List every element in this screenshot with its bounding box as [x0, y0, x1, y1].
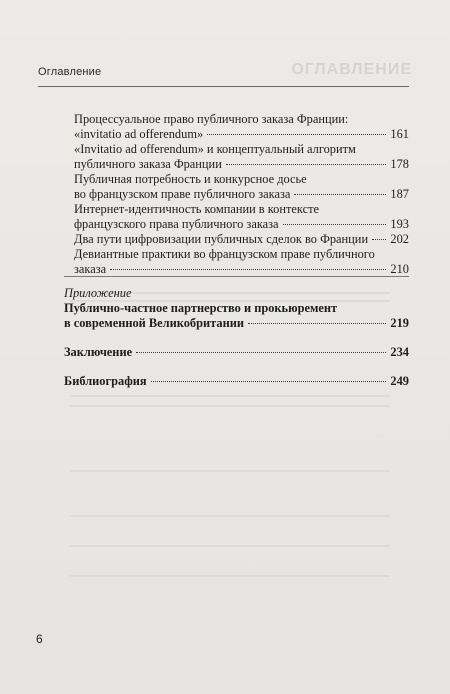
section-divider: [64, 276, 409, 277]
leader-dots: [248, 323, 386, 324]
toc-entry-line: Два пути цифровизации публичных сделок во Франции: [74, 232, 369, 246]
toc-entry-line[interactable]: Интернет-идентичность компании в контексте: [74, 202, 320, 216]
leader-dots: [283, 224, 387, 225]
toc-entry-line: Библиография: [64, 374, 147, 388]
show-through-title: ОГЛАВЛЕНИЕ: [291, 61, 412, 78]
header-rule: [38, 86, 409, 87]
toc-entry[interactable]: [74, 232, 409, 247]
toc-entry-line: французского права публичного заказа: [74, 217, 279, 231]
toc-entry-line[interactable]: Процессуальное право публичного заказа Франции:: [74, 112, 349, 126]
toc-entry[interactable]: [74, 217, 409, 232]
leader-dots: [151, 381, 387, 382]
show-through-line: [70, 545, 390, 547]
toc-entry-conclusion[interactable]: [64, 345, 409, 360]
toc-entry-line: Заключение: [64, 345, 133, 359]
toc-entry-line: публичного заказа Франции: [74, 157, 222, 171]
toc-page-number: 193: [390, 217, 409, 231]
toc-page-number: 234: [390, 345, 409, 359]
toc-entry-line: в современной Великобритании: [64, 316, 245, 330]
toc-page-number: 187: [390, 187, 409, 201]
show-through-line: [70, 470, 390, 472]
toc-page-number: 219: [390, 316, 409, 330]
leader-dots: [294, 194, 386, 195]
show-through-line: [70, 515, 390, 517]
leader-dots: [207, 134, 386, 135]
show-through-line: [70, 575, 390, 577]
toc-entry-line[interactable]: Публичная потребность и конкурсное досье: [74, 172, 307, 186]
leader-dots: [372, 239, 386, 240]
show-through-line: [70, 395, 390, 397]
appendix-label: Приложение: [64, 286, 132, 300]
leader-dots: [110, 269, 386, 270]
toc-page-number: 249: [390, 374, 409, 388]
toc-entry-line: во французском праве публичного заказа: [74, 187, 291, 201]
toc-entry[interactable]: [74, 187, 409, 202]
toc-entry-bibliography[interactable]: [64, 374, 409, 389]
toc-page-number: 210: [390, 262, 409, 276]
toc-entry[interactable]: [74, 157, 409, 172]
toc-entry-line: заказа: [74, 262, 107, 276]
toc-page-number: 202: [390, 232, 409, 246]
toc-entry[interactable]: [74, 262, 409, 277]
running-header: Оглавление: [38, 66, 102, 78]
leader-dots: [136, 352, 386, 353]
page-number: 6: [36, 632, 43, 646]
toc-page-number: 161: [390, 127, 409, 141]
leader-dots: [226, 164, 387, 165]
toc-entry[interactable]: [74, 127, 409, 142]
toc-page-number: 178: [390, 157, 409, 171]
show-through-line: [70, 405, 390, 407]
toc-entry-appendix[interactable]: [64, 316, 409, 331]
toc-entry-line[interactable]: «Invitatio ad offerendum» и концептуальный алгоритм: [74, 142, 356, 156]
toc-entry-line: «invitatio ad offerendum»: [74, 127, 204, 141]
toc-entry-line[interactable]: Публично-частное партнерство и прокьюремент: [64, 301, 338, 315]
toc-entry-line[interactable]: Девиантные практики во французском праве публичного: [74, 247, 375, 261]
